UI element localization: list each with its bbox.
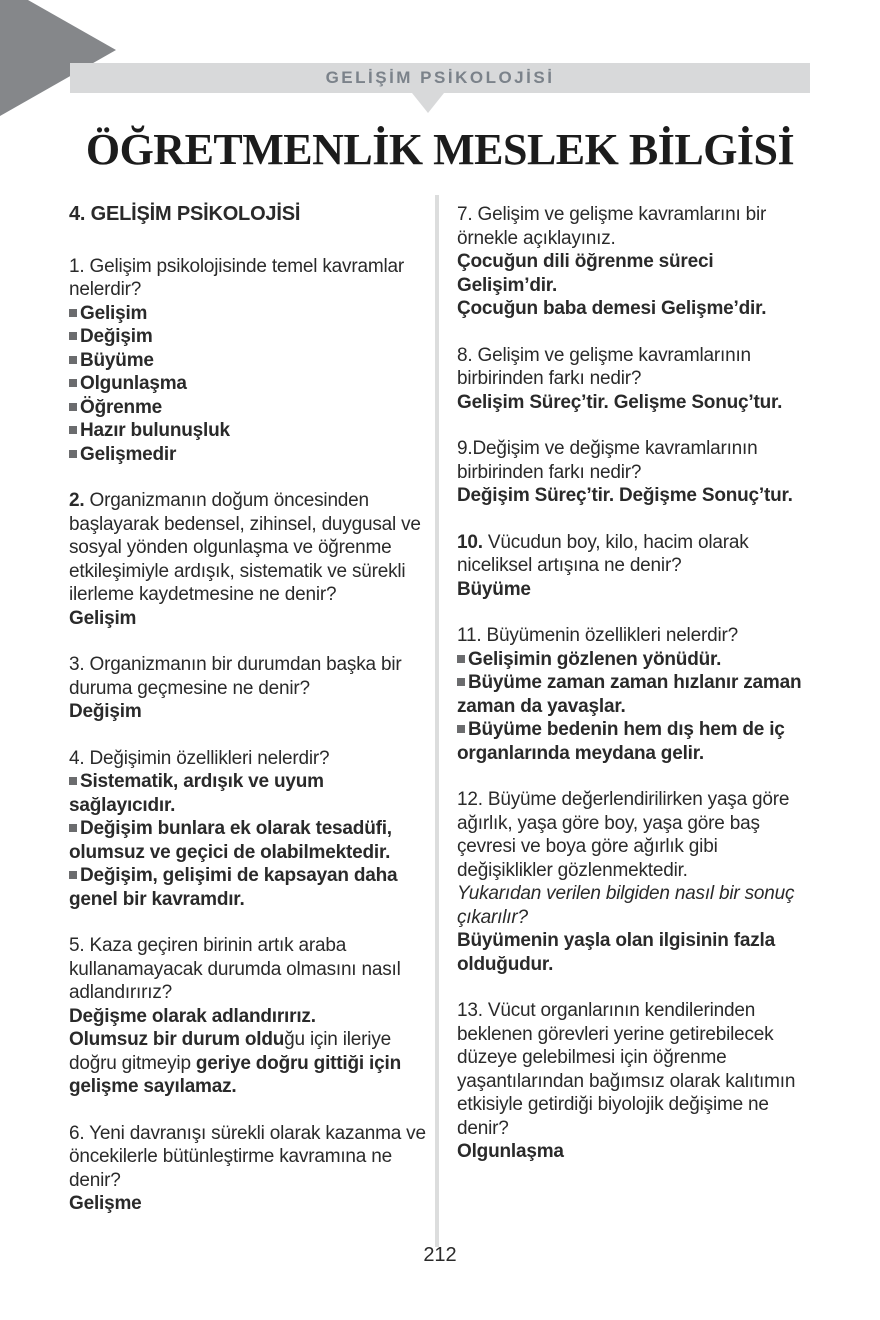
text-run: Gelişim — [69, 607, 137, 629]
text-run: Büyüme zaman zaman hızlanır zaman zaman da yavaşlar. — [457, 672, 802, 717]
text-run: 4. GELİŞİM PSİKOLOJİSİ — [69, 203, 301, 225]
text-run: Büyüme — [457, 578, 531, 600]
answer-text — [69, 1192, 431, 1216]
column-divider — [435, 195, 439, 1247]
question-text — [69, 255, 431, 302]
bullet-item — [69, 864, 431, 911]
square-bullet-icon — [457, 655, 465, 663]
text-run: 1. Gelişim psikolojisinde temel kavramlar nelerdir? — [69, 255, 404, 300]
text-run: Öğrenme — [80, 396, 163, 418]
bullet-item — [457, 718, 815, 765]
text-run: Gelişim — [80, 302, 148, 324]
answer-text — [457, 391, 815, 415]
text-run: Hazır bulunuşluk — [80, 420, 230, 441]
square-bullet-icon — [69, 824, 77, 832]
answer-text — [457, 578, 815, 602]
qa-block — [457, 437, 815, 508]
text-run: 10. — [457, 531, 483, 553]
qa-block — [457, 624, 815, 765]
text-run: 6. Yeni davranışı sürekli olarak kazanma ve öncekilerle bütünleştirme kavramına ne denir? — [69, 1122, 426, 1191]
prompt-text — [457, 882, 815, 929]
square-bullet-icon — [69, 309, 77, 317]
qa-block — [69, 934, 431, 1099]
square-bullet-icon — [457, 678, 465, 686]
text-run: 3. Organizmanın bir durumdan başka bir duruma geçmesine ne denir? — [69, 654, 402, 699]
bullet-item — [69, 325, 431, 349]
answer-text — [457, 250, 815, 297]
header-banner — [70, 63, 810, 93]
text-run: Vücudun boy, kilo, hacim olarak niceliksel artışına ne denir? — [457, 531, 749, 576]
text-run: Değişim — [69, 701, 142, 722]
question-text — [457, 344, 815, 391]
qa-block — [457, 999, 815, 1164]
text-run: ğu için ileriye doğru gitmeyip — [69, 1029, 391, 1074]
text-run: Çocuğun dili öğrenme süreci Gelişim’dir. — [457, 251, 714, 296]
text-run: 13. Vücut organlarının kendilerinden beklenen görevleri yerine getirebilecek düzeye gelebilmesi için öğrenme yaşantılarından bağımsız olarak kalıtımın etkisiyle getirdiği biyolojik değişime ne denir? — [457, 1000, 796, 1139]
bullet-item — [69, 396, 431, 420]
question-text — [457, 999, 815, 1140]
bullet-item — [457, 671, 815, 718]
square-bullet-icon — [69, 426, 77, 434]
bullet-item — [457, 648, 815, 672]
square-bullet-icon — [69, 379, 77, 387]
question-text — [69, 747, 431, 771]
text-run: Gelişme — [69, 1193, 142, 1214]
qa-block — [457, 788, 815, 976]
bullet-item — [69, 302, 431, 326]
qa-block — [69, 747, 431, 912]
qa-block — [457, 531, 815, 602]
text-run: Büyüme — [80, 349, 154, 371]
text-run: Çocuğun baba demesi Gelişme’dir. — [457, 298, 767, 319]
text-run: 7. Gelişim ve gelişme kavramlarını bir örnekle açıklayınız. — [457, 204, 767, 249]
section-heading-block — [69, 203, 431, 227]
question-text — [69, 934, 431, 1005]
qa-block — [457, 203, 815, 321]
question-text — [457, 624, 815, 648]
text-run: Olgunlaşma — [80, 373, 187, 394]
answer-text — [457, 297, 815, 321]
section-heading — [69, 203, 431, 227]
text-run: geriye doğru gittiği için gelişme sayılamaz. — [69, 1052, 401, 1097]
bullet-item — [69, 372, 431, 396]
square-bullet-icon — [69, 332, 77, 340]
text-run: Organizmanın doğum öncesinden başlayarak bedensel, zihinsel, duygusal ve sosyal yönden olgunlaşma ve öğrenme etkileşimiyle ardışık, sistematik ve sürekli ilerleme kaydetmesine ne denir? — [69, 490, 421, 605]
text-run: Değişim Süreç’tir. Değişme Sonuç’tur. — [457, 485, 793, 506]
text-run: 8. Gelişim ve gelişme kavramlarının birbirinden farkı nedir? — [457, 344, 751, 389]
text-run: 12. Büyüme değerlendirilirken yaşa göre ağırlık, yaşa göre boy, yaşa göre baş çevresi ve boya göre ağırlık gibi değişiklikler gözlenmektedir. — [457, 789, 790, 881]
square-bullet-icon — [69, 777, 77, 785]
header-banner-label: GELİŞİM PSİKOLOJİSİ — [325, 68, 555, 87]
banner-tail-icon — [412, 93, 444, 113]
question-text — [457, 437, 815, 484]
qa-block — [69, 255, 431, 467]
bullet-item — [69, 443, 431, 467]
text-run: Olgunlaşma — [457, 1141, 564, 1162]
text-run: Yukarıdan verilen bilgiden nasıl bir sonuç çıkarılır? — [457, 883, 795, 928]
bullet-item — [69, 817, 431, 864]
qa-block — [69, 653, 431, 724]
corner-triangle-icon — [0, 0, 120, 120]
text-run: Değişim bunlara ek olarak tesadüfi, olumsuz ve geçici de olabilmektedir. — [69, 818, 392, 863]
text-run: 11. Büyümenin özellikleri nelerdir? — [457, 625, 738, 646]
text-run: 4. Değişimin özellikleri nelerdir? — [69, 747, 330, 769]
text-run: Değişme olarak adlandırırız. — [69, 1005, 316, 1027]
square-bullet-icon — [457, 725, 465, 733]
answer-text — [69, 1005, 431, 1029]
bullet-item — [69, 770, 431, 817]
square-bullet-icon — [69, 356, 77, 364]
answer-text — [457, 531, 815, 578]
text-run: Gelişmedir — [80, 443, 177, 465]
answer-text — [457, 484, 815, 508]
answer-text — [69, 489, 431, 607]
column-right — [457, 203, 815, 1187]
text-run: Büyümenin yaşla olan ilgisinin fazla olduğudur. — [457, 930, 775, 975]
answer-text — [69, 700, 431, 724]
column-left — [69, 203, 431, 1239]
qa-block — [69, 489, 431, 630]
qa-block — [457, 344, 815, 415]
square-bullet-icon — [69, 403, 77, 411]
bullet-item — [69, 349, 431, 373]
qa-block — [69, 1122, 431, 1216]
text-run: 5. Kaza geçiren birinin artık araba kullanamayacak durumda olmasını nasıl adlandırırız? — [69, 935, 401, 1003]
answer-text — [69, 1028, 431, 1099]
square-bullet-icon — [69, 450, 77, 458]
text-run: Değişim, gelişimi de kapsayan daha genel bir kavramdır. — [69, 865, 398, 910]
answer-text — [457, 1140, 815, 1164]
text-run: 2. — [69, 490, 85, 511]
answer-text — [457, 929, 815, 976]
question-text — [69, 1122, 431, 1193]
question-text — [457, 203, 815, 250]
text-run: Sistematik, ardışık ve uyum sağlayıcıdır. — [69, 771, 324, 816]
text-run: Değişim — [80, 326, 153, 347]
answer-text — [69, 607, 431, 631]
text-run: Büyüme bedenin hem dış hem de iç organlarında meydana gelir. — [457, 719, 785, 764]
text-run: 9.Değişim ve değişme kavramlarının birbirinden farkı nedir? — [457, 438, 758, 483]
bullet-item — [69, 419, 431, 443]
text-run: Gelişim Süreç’tir. Gelişme Sonuç’tur. — [457, 391, 783, 413]
page-title: ÖĞRETMENLİK MESLEK BİLGİSİ — [85, 125, 795, 174]
square-bullet-icon — [69, 871, 77, 879]
text-run: Gelişimin gözlenen yönüdür. — [468, 648, 722, 670]
question-text — [69, 653, 431, 700]
page-number: 212 — [423, 1244, 457, 1266]
question-text — [457, 788, 815, 882]
text-run: Olumsuz bir durum oldu — [69, 1029, 285, 1050]
